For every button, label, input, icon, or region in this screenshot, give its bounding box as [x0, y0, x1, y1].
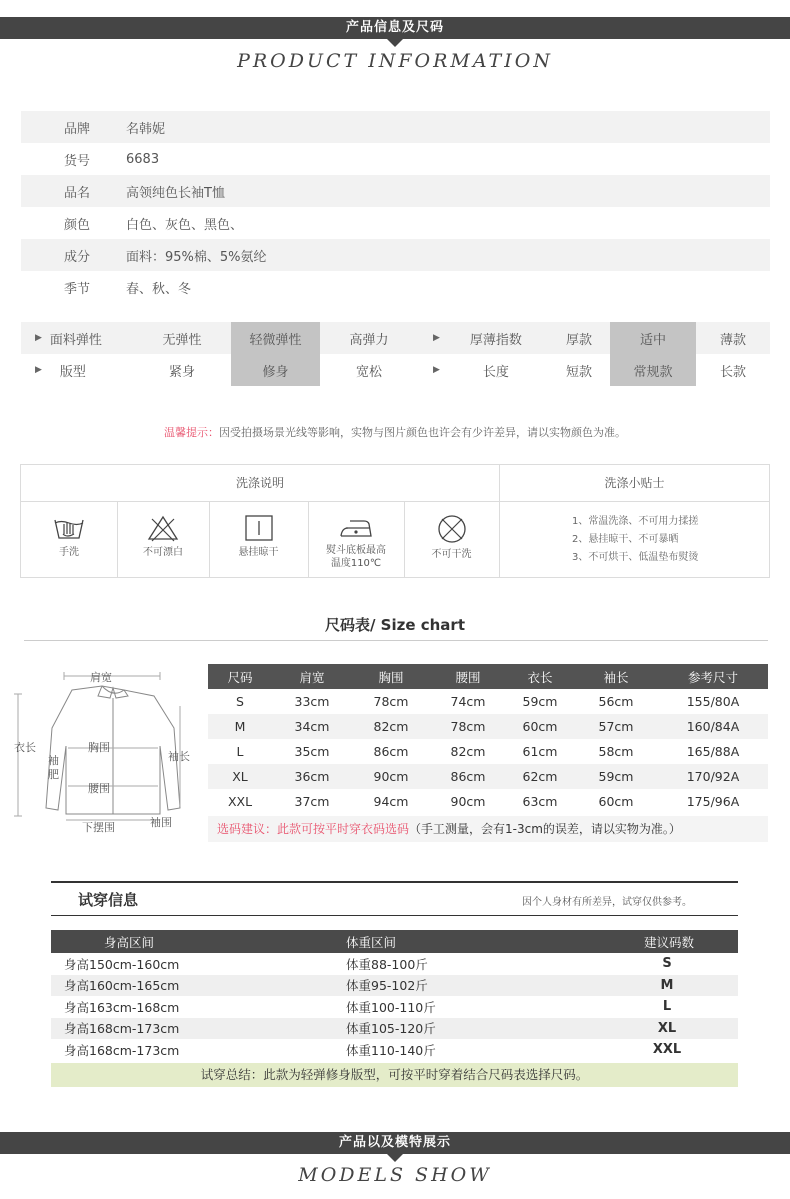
table-header-cell: 袖长 [603, 669, 629, 685]
table-cell: 体重95-102斤 [346, 978, 428, 994]
table-cell: XL [232, 769, 248, 784]
table-cell: 身高168cm-173cm [64, 1042, 180, 1058]
tryon-desc: 因个人身材有所差异，试穿仅供参考。 [522, 897, 692, 908]
hang-dry-icon [243, 514, 275, 542]
wash-icon-cell [209, 502, 308, 578]
attribute-option-selected: 修身 [231, 354, 320, 386]
table-cell: 57cm [598, 719, 634, 734]
table-cell: M [660, 977, 674, 993]
tryon-summary: 试穿总结：此款为轻弹修身版型，可按平时穿着结合尺码表选择尺码。 [51, 1063, 738, 1087]
table-cell: 90cm [450, 794, 486, 809]
tryon-table [51, 930, 738, 1061]
table-cell: 160/84A [686, 719, 740, 734]
table-header-row [51, 930, 738, 953]
hand-wash-icon [53, 514, 85, 542]
attribute-option: 长款 [719, 364, 746, 380]
attribute-label [418, 354, 548, 386]
table-cell: 体重110-140斤 [346, 1042, 436, 1058]
diagram-label-waist: 腰围 [88, 782, 110, 795]
table-cell: 34cm [294, 719, 330, 734]
diagram-label-sleeve-width2: 肥 [48, 768, 59, 781]
notice-highlight: 温馨提示： [164, 426, 219, 439]
table-cell: 体重100-110斤 [346, 999, 436, 1015]
table-cell: S [236, 694, 244, 709]
wash-icon-label: 手洗 [59, 547, 79, 558]
table-row [208, 714, 768, 739]
table-header-cell: 衣长 [527, 669, 553, 685]
size-advice-highlight: 选码建议：此款可按平时穿衣码选码 [217, 822, 410, 836]
attribute-label-text: 版型 [59, 364, 86, 380]
triangle-right-icon: ▶ [35, 365, 42, 375]
notice-text: 因受拍摄场景光线等影响，实物与图片颜色也许会有少许差异，请以实物颜色为准。 [219, 426, 626, 439]
wash-icon-cell [21, 502, 117, 578]
diagram-label-chest: 胸围 [88, 741, 110, 754]
section-banner-models [0, 1132, 790, 1154]
size-advice-text: （手工测量，会有1-3cm的误差，请以实物为准。） [409, 822, 681, 836]
wash-icon-label: 不可漂白 [143, 547, 183, 558]
table-header-cell: 体重区间 [346, 934, 397, 950]
table-cell: 身高160cm-165cm [64, 978, 180, 994]
table-cell: 60cm [598, 794, 634, 809]
table-cell: 82cm [450, 744, 486, 759]
info-row [21, 207, 770, 239]
info-row [21, 271, 770, 303]
attribute-option: 无弹性 [162, 332, 202, 348]
table-cell: 62cm [522, 769, 558, 784]
table-header-cell: 腰围 [455, 669, 481, 685]
info-value: 高领纯色长袖T恤 [126, 185, 225, 201]
no-bleach-icon [147, 514, 179, 542]
info-key: 品名 [64, 185, 91, 201]
wash-instructions [20, 464, 770, 578]
table-row [51, 1018, 738, 1040]
triangle-right-icon: ▶ [433, 365, 440, 375]
table-row [51, 953, 738, 975]
table-cell: 59cm [598, 769, 634, 784]
info-value: 名韩妮 [126, 121, 166, 137]
attribute-option: 高弹力 [349, 332, 389, 348]
attribute-option: 紧身 [168, 364, 195, 380]
table-row [208, 789, 768, 814]
info-key: 成分 [64, 249, 91, 265]
attribute-label [21, 322, 133, 354]
table-cell: 82cm [373, 719, 409, 734]
attribute-option: 短款 [565, 364, 592, 380]
info-row [21, 111, 770, 143]
wash-icon-label: 熨斗底板最高 [326, 545, 386, 556]
iron-icon [338, 516, 374, 540]
info-key: 品牌 [64, 121, 91, 137]
diagram-label-hem: 下摆围 [82, 821, 115, 834]
table-cell: 35cm [294, 744, 330, 759]
table-cell: 170/92A [686, 769, 740, 784]
no-dry-clean-icon [436, 514, 468, 544]
table-row [208, 739, 768, 764]
info-row [21, 175, 770, 207]
wash-tip: 2、悬挂晾干、不可暴晒 [572, 534, 679, 545]
attribute-label [418, 322, 548, 354]
garment-diagram [14, 666, 200, 842]
wash-icon-label: 悬挂晾干 [238, 547, 279, 558]
attribute-option: 宽松 [355, 364, 382, 380]
attribute-option: 厚款 [565, 332, 592, 348]
table-cell: 58cm [598, 744, 634, 759]
table-header-cell: 肩宽 [299, 669, 325, 685]
attribute-label-text: 厚薄指数 [469, 332, 522, 348]
table-cell: 90cm [373, 769, 409, 784]
table-cell: 60cm [522, 719, 558, 734]
table-row [51, 996, 738, 1018]
size-table [208, 664, 768, 814]
table-header-cell: 胸围 [378, 669, 404, 685]
attribute-label-text: 面料弹性 [49, 332, 102, 348]
table-cell: 身高163cm-168cm [64, 999, 180, 1015]
info-value: 6683 [126, 151, 160, 167]
wash-tips [572, 513, 698, 567]
table-cell: 155/80A [686, 694, 740, 709]
table-cell: 59cm [522, 694, 558, 709]
wash-icon-cell [308, 502, 404, 578]
table-cell: 175/96A [686, 794, 740, 809]
banner-notch [387, 1154, 403, 1162]
info-value: 白色、灰色、黑色、 [126, 217, 244, 233]
table-cell: 56cm [598, 694, 634, 709]
wash-tip: 1、常温洗涤、不可用力揉搓 [572, 516, 699, 527]
table-cell: 身高150cm-160cm [64, 956, 180, 972]
diagram-label-length: 衣长 [14, 741, 36, 754]
table-cell: 78cm [450, 719, 486, 734]
attribute-option: 薄款 [719, 332, 746, 348]
info-key: 货号 [64, 153, 91, 169]
table-cell: 86cm [373, 744, 409, 759]
table-header-cell: 身高区间 [104, 934, 155, 950]
wash-header-right: 洗涤小贴士 [499, 465, 770, 502]
divider [51, 915, 738, 916]
size-advice [208, 816, 768, 842]
banner-title: 产品信息及尺码 [345, 20, 444, 35]
diagram-label-sleeve-length: 袖长 [168, 750, 190, 763]
product-info-list [21, 111, 770, 303]
table-cell: S [662, 956, 672, 972]
attribute-label [21, 354, 133, 386]
banner-notch [387, 39, 403, 47]
attribute-option-selected: 轻微弹性 [231, 322, 320, 354]
wash-icon-label: 不可干洗 [431, 549, 472, 560]
wash-icon-cell [404, 502, 499, 578]
wash-header-left: 洗涤说明 [21, 465, 499, 502]
table-cell: M [234, 719, 246, 734]
banner-subtitle: PRODUCT INFORMATION [237, 50, 553, 72]
table-cell: L [662, 999, 672, 1015]
table-cell: 74cm [450, 694, 486, 709]
table-row [208, 689, 768, 714]
attribute-option-selected: 常规款 [610, 354, 696, 386]
info-value: 面料：95%棉、5%氨纶 [126, 249, 267, 265]
info-key: 季节 [64, 281, 91, 297]
size-chart-title: 尺码表/ Size chart [324, 616, 466, 634]
info-row [21, 143, 770, 175]
table-cell: 33cm [294, 694, 330, 709]
info-key: 颜色 [64, 217, 91, 233]
table-cell: 86cm [450, 769, 486, 784]
triangle-right-icon: ▶ [35, 333, 42, 343]
divider [24, 640, 768, 641]
divider [499, 465, 500, 577]
wash-icon-label: 温度110℃ [330, 558, 382, 569]
table-header-cell: 参考尺寸 [687, 669, 738, 685]
wash-icon-cell [117, 502, 209, 578]
info-row [21, 239, 770, 271]
table-header-cell: 建议码数 [644, 934, 695, 950]
table-row [51, 1039, 738, 1061]
attribute-label-text: 长度 [482, 364, 509, 380]
table-cell: L [236, 744, 244, 759]
color-notice [0, 424, 790, 440]
wash-tip: 3、不可烘干、低温垫布熨烫 [572, 552, 699, 563]
tryon-title: 试穿信息 [78, 891, 139, 909]
table-row [51, 975, 738, 997]
attribute-option-selected: 适中 [610, 322, 696, 354]
diagram-label-sleeve-width: 袖 [48, 754, 59, 767]
table-cell: 身高168cm-173cm [64, 1021, 180, 1037]
info-value: 春、秋、冬 [126, 281, 192, 297]
table-header-row [208, 664, 768, 689]
table-cell: XXL [652, 1042, 682, 1058]
shirt-diagram-icon [14, 666, 200, 838]
diagram-label-shoulder: 肩宽 [90, 671, 112, 684]
table-cell: XXL [227, 794, 253, 809]
attribute-table [21, 322, 770, 386]
table-header-cell: 尺码 [227, 669, 253, 685]
table-cell: 94cm [373, 794, 409, 809]
table-cell: 体重88-100斤 [346, 956, 428, 972]
banner-title: 产品以及模特展示 [338, 1135, 451, 1150]
table-cell: XL [657, 1020, 677, 1036]
table-cell: 体重105-120斤 [346, 1021, 436, 1037]
attribute-row [21, 322, 770, 354]
table-cell: 61cm [522, 744, 558, 759]
section-banner-product-info [0, 17, 790, 39]
table-cell: 78cm [373, 694, 409, 709]
banner-subtitle: MODELS SHOW [298, 1164, 492, 1186]
divider [51, 881, 738, 883]
table-row [208, 764, 768, 789]
table-cell: 37cm [294, 794, 330, 809]
attribute-row [21, 354, 770, 386]
table-cell: 36cm [294, 769, 330, 784]
table-cell: 165/88A [686, 744, 740, 759]
triangle-right-icon: ▶ [433, 333, 440, 343]
diagram-label-cuff: 袖围 [150, 816, 172, 829]
table-cell: 63cm [522, 794, 558, 809]
